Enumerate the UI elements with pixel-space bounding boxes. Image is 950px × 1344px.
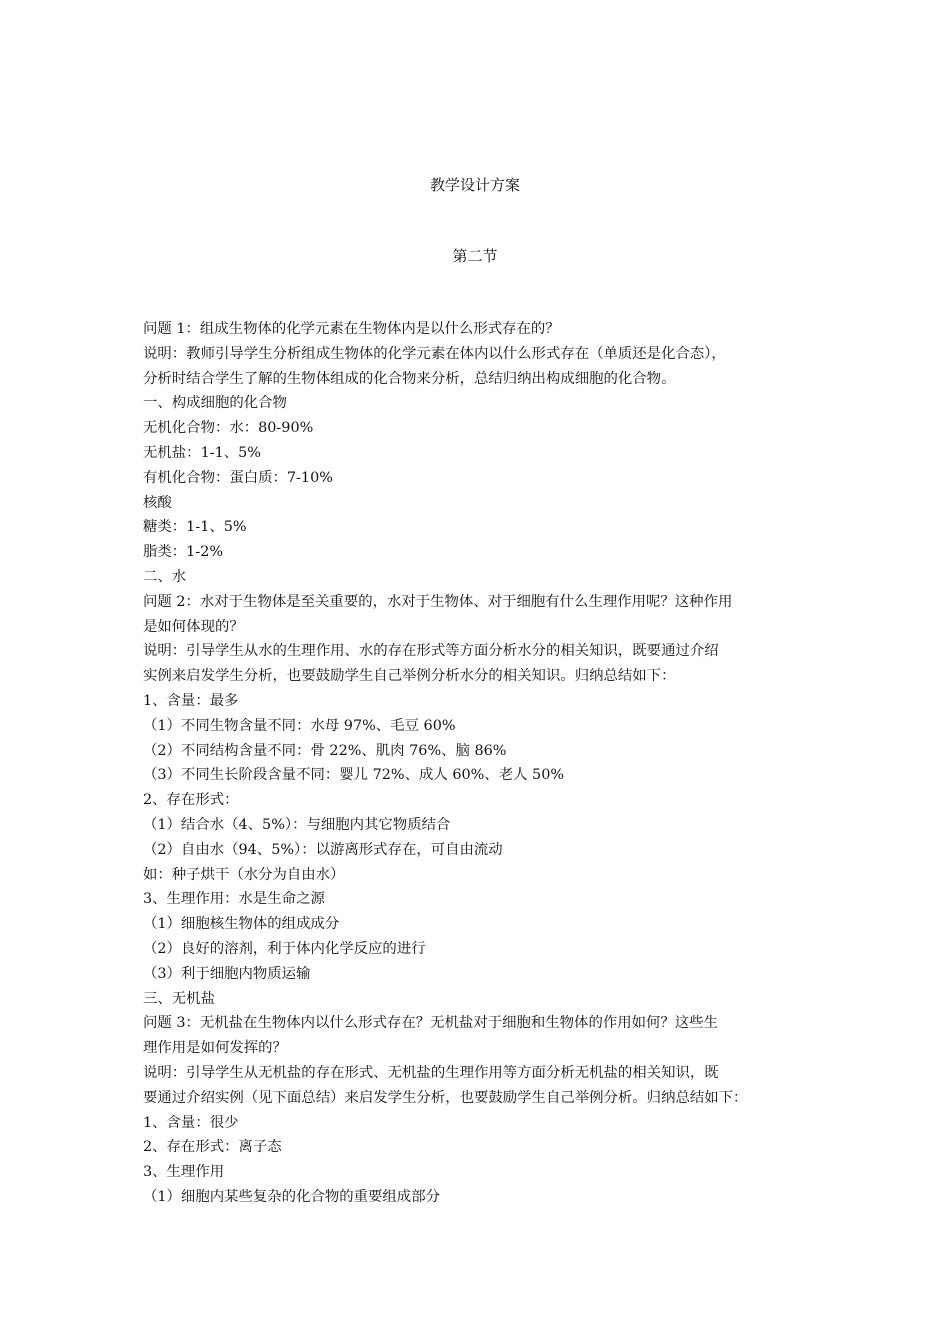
list-item: （2）良好的溶剂，利于体内化学反应的进行 bbox=[143, 940, 426, 957]
list-item: （3）不同生长阶段含量不同：婴儿 72%、成人 60%、老人 50% bbox=[143, 767, 565, 784]
explanation-1-line-1: 说明：教师引导学生分析组成生物体的化学元素在体内以什么形式存在（单质还是化合态）， bbox=[143, 345, 726, 362]
section-title: 第二节 bbox=[452, 247, 498, 265]
list-item: （2）不同结构含量不同：骨 22%、肌肉 76%、脑 86% bbox=[143, 742, 507, 759]
question-2-line-2: 是如何体现的？ bbox=[143, 618, 244, 635]
list-item: 2、存在形式：离子态 bbox=[143, 1139, 282, 1156]
document-title: 教学设计方案 bbox=[429, 176, 520, 194]
list-item: 3、生理作用：水是生命之源 bbox=[143, 891, 325, 908]
list-item: （1）细胞核生物体的组成成分 bbox=[143, 916, 340, 933]
explanation-3-line-1: 说明：引导学生从无机盐的存在形式、无机盐的生理作用等方面分析无机盐的相关知识，既 bbox=[143, 1064, 719, 1081]
list-item: 脂类：1-2% bbox=[143, 544, 224, 561]
question-3-line-2: 理作用是如何发挥的？ bbox=[143, 1040, 287, 1057]
list-item: 无机化合物：水：80-90% bbox=[143, 420, 314, 437]
list-item: 3、生理作用 bbox=[143, 1164, 225, 1181]
heading-compounds: 一、构成细胞的化合物 bbox=[143, 395, 287, 412]
list-item: 糖类：1-1、5% bbox=[143, 519, 247, 536]
list-item: 2、存在形式： bbox=[143, 792, 239, 809]
heading-water: 二、水 bbox=[143, 568, 187, 585]
question-3-line-1: 问题 3：无机盐在生物体内以什么形式存在？无机盐对于细胞和生物体的作用如何？这些生 bbox=[143, 1015, 718, 1032]
question-1: 问题 1：组成生物体的化学元素在生物体内是以什么形式存在的？ bbox=[143, 321, 560, 337]
list-item: （3）利于细胞内物质运输 bbox=[143, 965, 311, 982]
list-item: （2）自由水（94、5%）：以游离形式存在，可自由流动 bbox=[143, 841, 503, 858]
explanation-2-line-1: 说明：引导学生从水的生理作用、水的存在形式等方面分析水分的相关知识，既要通过介绍 bbox=[143, 643, 719, 660]
document-body bbox=[143, 317, 808, 1210]
list-item: （1）不同生物含量不同：水母 97%、毛豆 60% bbox=[143, 717, 456, 734]
list-item: 核酸 bbox=[143, 494, 172, 511]
heading-inorganic-salts: 三、无机盐 bbox=[143, 990, 215, 1007]
list-item: 无机盐：1-1、5% bbox=[143, 444, 261, 461]
question-2-line-1: 问题 2：水对于生物体是至关重要的，水对于生物体、对于细胞有什么生理作用呢？这种作用 bbox=[143, 593, 733, 610]
list-item: 如：种子烘干（水分为自由水） bbox=[143, 866, 345, 883]
list-item: 1、含量：最多 bbox=[143, 692, 239, 709]
list-item: （1）结合水（4、5%）：与细胞内其它物质结合 bbox=[143, 816, 451, 833]
list-item: （1）细胞内某些复杂的化合物的重要组成部分 bbox=[143, 1188, 440, 1205]
explanation-2-line-2: 实例来启发学生分析，也要鼓励学生自己举例分析水分的相关知识。归纳总结如下： bbox=[143, 668, 676, 685]
list-item: 1、含量：很少 bbox=[143, 1114, 239, 1131]
list-item: 有机化合物：蛋白质：7-10% bbox=[143, 469, 333, 486]
explanation-3-line-2: 要通过介绍实例（见下面总结）来启发学生分析，也要鼓励学生自己举例分析。归纳总结如下： bbox=[143, 1089, 748, 1106]
explanation-1-line-2: 分析时结合学生了解的生物体组成的化合物来分析，总结归纳出构成细胞的化合物。 bbox=[143, 370, 676, 387]
